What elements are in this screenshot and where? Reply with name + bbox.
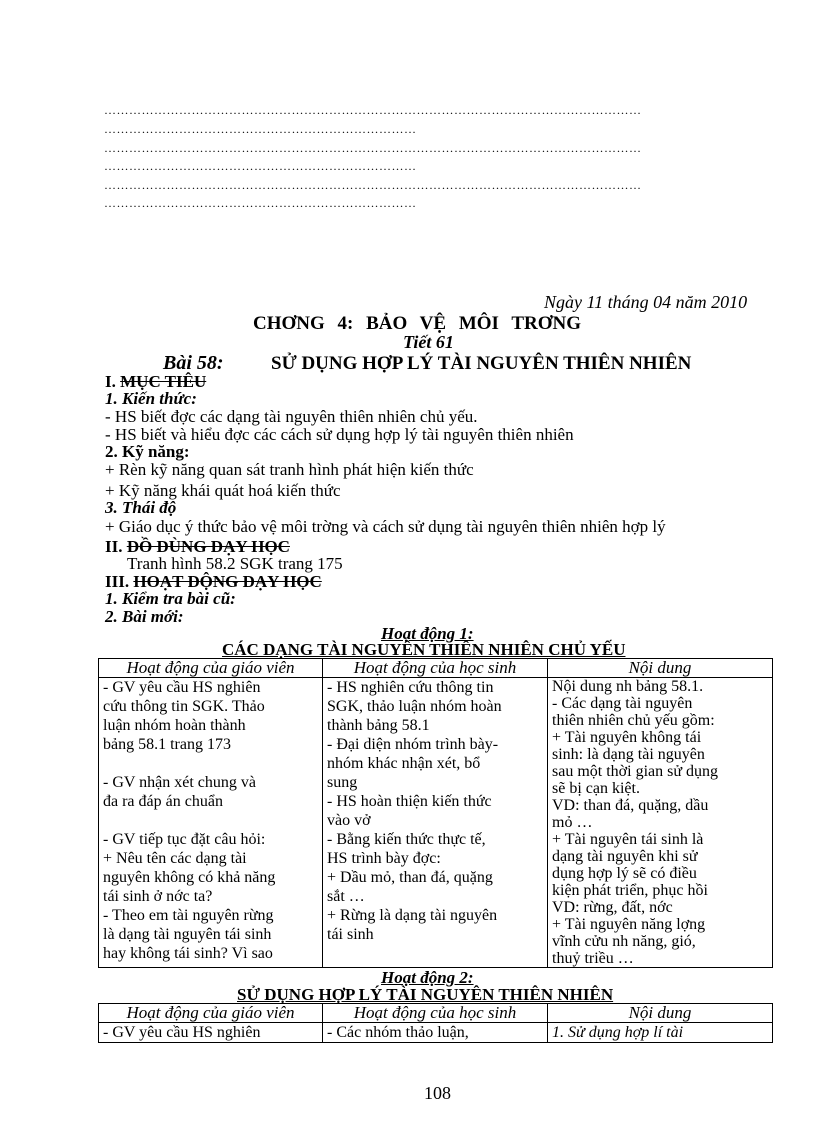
activity1-title: Hoạt động 1: — [381, 624, 474, 643]
cell-line: - Bằng kiến thức thực tế, — [327, 831, 486, 848]
cell-line: VD: than đá, quặng, dầu — [552, 797, 709, 814]
activity2-table — [98, 1003, 773, 1043]
cell-line: vào vở — [327, 812, 371, 829]
lesson-date: Ngày 11 tháng 04 năm 2010 — [544, 292, 748, 312]
cell-line: + Tài nguyên năng lợng — [552, 916, 706, 933]
column-header: Hoạt động của học sinh — [323, 1004, 548, 1023]
cell-line: + Rừng là dạng tài nguyên — [327, 907, 498, 924]
period-label: Tiết 61 — [403, 332, 454, 352]
column-header: Hoạt động của học sinh — [323, 659, 548, 678]
lesson-title: SỬ DỤNG HỢP LÝ TÀI NGUYÊN THIÊN NHIÊN — [271, 353, 692, 374]
cell-line: tái sinh ở nớc ta? — [103, 888, 213, 905]
new-lesson: 2. Bài mới: — [105, 607, 184, 626]
knowledge-item: - HS biết và hiểu đợc các cách sử dụng hợp lý tài nguyên thiên nhiên — [105, 425, 574, 444]
skills-item: + Kỹ năng khái quát hoá kiến thức — [105, 481, 341, 500]
student-activity-cell — [323, 678, 548, 968]
dotted-line: ………………………………………………………………… — [104, 122, 417, 136]
activity1-subtitle: CÁC DẠNG TÀI NGUYÊN THIÊN NHIÊN CHỦ YẾU — [222, 640, 626, 659]
cell-line — [103, 811, 318, 830]
dotted-line: ………………………………………………………………………………………………………………… — [104, 178, 642, 192]
cell-line: sinh: là dạng tài nguyên — [552, 746, 705, 763]
cell-line: đa ra đáp án chuẩn — [103, 793, 223, 810]
cell-line: HS trình bày đợc: — [327, 850, 441, 867]
chapter-title: CHƠNG 4: BẢO VỆ MÔI TRƠNG — [253, 313, 582, 334]
skills-heading: 2. Kỹ năng: — [105, 442, 190, 461]
cell-line: VD: rừng, đất, nớc — [552, 899, 673, 916]
table-header-row — [99, 1004, 773, 1023]
teacher-activity-cell — [99, 678, 323, 968]
dotted-line: ………………………………………………………………… — [104, 159, 417, 173]
knowledge-item: - HS biết đợc các dạng tài nguyên thiên nhiên chủ yếu. — [105, 407, 478, 426]
skills-item: + Rèn kỹ năng quan sát tranh hình phát hiện kiến thức — [105, 460, 474, 479]
student-activity-cell: - Các nhóm thảo luận, — [323, 1023, 548, 1043]
column-header: Hoạt động của giáo viên — [99, 1004, 323, 1023]
cell-line: luận nhóm hoàn thành — [103, 717, 246, 734]
attitude-heading: 3. Thái độ — [105, 498, 177, 517]
page-number: 108 — [424, 1083, 451, 1103]
cell-line: - GV nhận xét chung và — [103, 774, 256, 791]
cell-line: sung — [327, 774, 358, 791]
activity1-table — [98, 658, 773, 968]
cell-line: - Các dạng tài nguyên — [552, 695, 693, 712]
cell-line: hay không tái sinh? Vì sao — [103, 945, 273, 962]
column-header: Nội dung — [548, 1004, 773, 1023]
section-title: ĐỒ DÙNG DẠY HỌC — [126, 537, 290, 556]
section-prefix: III. — [105, 572, 130, 591]
attitude-item: + Giáo dục ý thức bảo vệ môi trờng và cách sử dụng tài nguyên thiên nhiên hợp lý — [105, 517, 666, 536]
section-prefix: II. — [105, 537, 123, 556]
cell-line: - Theo em tài nguyên rừng — [103, 907, 274, 924]
dotted-line: ………………………………………………………………………………………………………………… — [104, 141, 642, 155]
cell-line: nhóm khác nhận xét, bổ — [327, 755, 481, 772]
cell-line: thuỷ triều … — [552, 950, 634, 967]
materials-content: Tranh hình 58.2 SGK trang 175 — [127, 554, 343, 573]
cell-line: mỏ … — [552, 814, 593, 831]
cell-line: - GV yêu cầu HS nghiên — [103, 679, 261, 696]
cell-line: - GV tiếp tục đặt câu hỏi: — [103, 831, 266, 848]
section-prefix: I. — [105, 372, 116, 391]
cell-line: sau một thời gian sử dụng — [552, 763, 719, 780]
cell-line: sẽ bị cạn kiệt. — [552, 780, 640, 797]
cell-line — [103, 754, 318, 773]
cell-line: + Tài nguyên không tái — [552, 729, 702, 746]
table-row — [99, 678, 773, 968]
activity2-subtitle: SỬ DỤNG HỢP LÝ TÀI NGUYÊN THIÊN NHIÊN — [237, 985, 614, 1004]
dotted-line: ………………………………………………………………… — [104, 196, 417, 210]
cell-line: + Dầu mỏ, than đá, quặng — [327, 869, 493, 886]
section-title: HOẠT ĐỘNG DẠY HỌC — [133, 572, 322, 591]
activity2-title: Hoạt động 2: — [381, 968, 474, 987]
cell-line: - HS hoàn thiện kiến thức — [327, 793, 492, 810]
cell-line: cứu thông tin SGK. Thảo — [103, 698, 265, 715]
column-header: Hoạt động của giáo viên — [99, 659, 323, 678]
cell-line: vĩnh cửu nh năng, gió, — [552, 933, 696, 950]
cell-line: thiên nhiên chủ yếu gồm: — [552, 712, 715, 729]
cell-line: thành bảng 58.1 — [327, 717, 430, 734]
cell-line: dụng hợp lý sẽ có điều — [552, 865, 697, 882]
cell-line: bảng 58.1 trang 173 — [103, 736, 231, 753]
cell-line: dạng tài nguyên khi sử — [552, 848, 698, 865]
cell-line: nguyên không có khả năng — [103, 869, 276, 886]
column-header: Nội dung — [548, 659, 773, 678]
lesson-number: Bài 58: — [163, 352, 224, 374]
cell-line: + Tài nguyên tái sinh là — [552, 831, 704, 848]
cell-line: là dạng tài nguyên tái sinh — [103, 926, 272, 943]
teacher-activity-cell: - GV yêu cầu HS nghiên — [99, 1023, 323, 1043]
cell-line: Nội dung nh bảng 58.1. — [552, 678, 704, 695]
cell-line: kiện phát triển, phục hồi — [552, 882, 708, 899]
cell-line: sắt … — [327, 888, 365, 905]
cell-line: tái sinh — [327, 926, 374, 943]
section-title: MỤC TIÊU — [120, 372, 207, 391]
cell-line: - Đại diện nhóm trình bày- — [327, 736, 499, 753]
cell-line: - HS nghiên cứu thông tin — [327, 679, 494, 696]
table-row — [99, 1023, 773, 1043]
knowledge-heading: 1. Kiến thức: — [105, 389, 197, 408]
content-cell — [548, 678, 773, 968]
cell-line: SGK, thảo luận nhóm hoàn — [327, 698, 502, 715]
check-old-lesson: 1. Kiểm tra bài cũ: — [105, 589, 236, 608]
content-cell: 1. Sử dụng hợp lí tài — [548, 1023, 773, 1043]
cell-line: + Nêu tên các dạng tài — [103, 850, 247, 867]
table-header-row — [99, 659, 773, 678]
dotted-line: ………………………………………………………………………………………………………………… — [104, 103, 642, 117]
